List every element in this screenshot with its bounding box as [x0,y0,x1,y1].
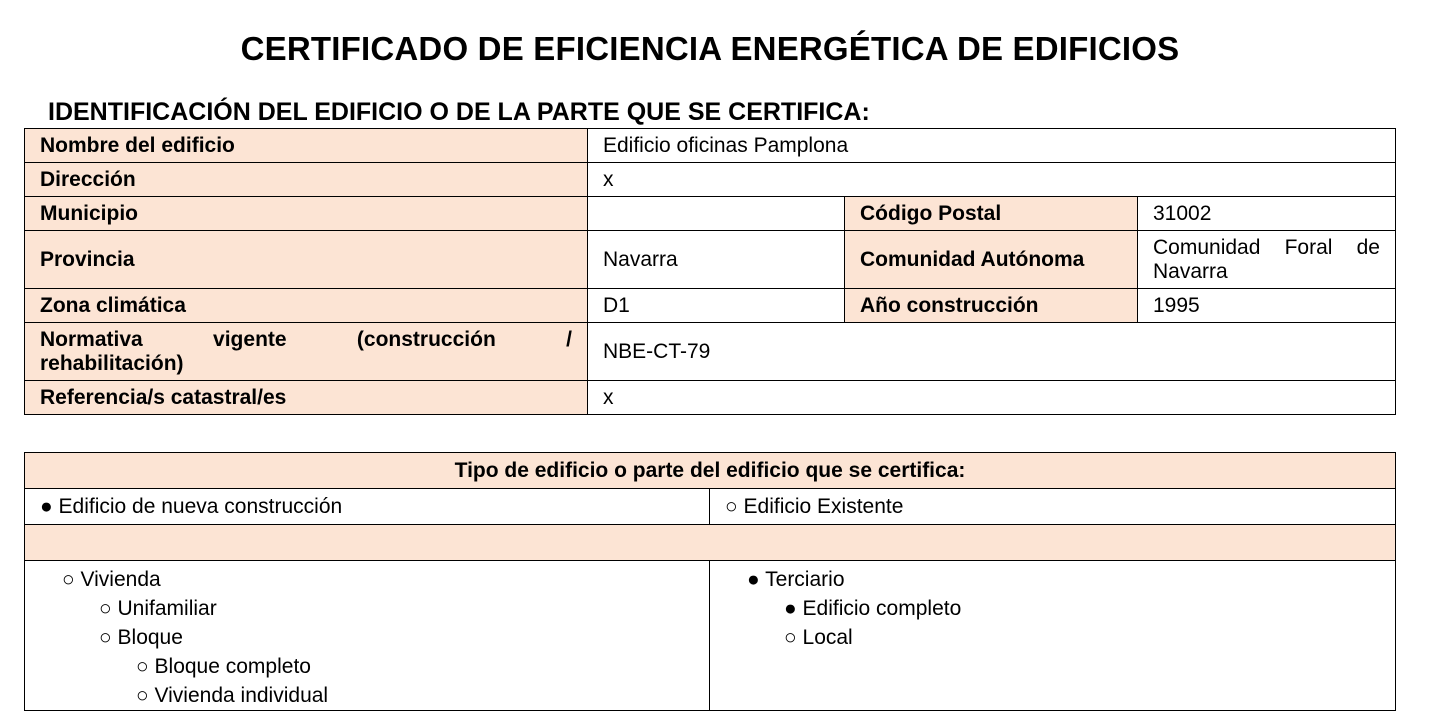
value-comunidad-autonoma [1138,231,1396,289]
label-nombre: Nombre del edificio [25,129,588,163]
identification-table [24,128,1396,415]
normativa-word: vigente [213,327,287,351]
label-provincia: Provincia [25,231,588,289]
label-zona-climatica: Zona climática [25,289,588,323]
value-municipio [588,197,845,231]
value-nombre: Edificio oficinas Pamplona [588,129,1396,163]
option-edificio-existente: ○ Edificio Existente [710,489,1396,525]
option-unifamiliar: ○ Unifamiliar [99,597,217,620]
label-direccion: Dirección [25,163,588,197]
normativa-word: / [566,327,572,351]
tertiary-options [710,561,1396,711]
page-title: CERTIFICADO DE EFICIENCIA ENERGÉTICA DE EDIFICIOS [240,30,1180,67]
section-heading-identificacion: IDENTIFICACIÓN DEL EDIFICIO O DE LA PARTE QUE SE CERTIFICA: [48,98,870,126]
label-codigo-postal: Código Postal [845,197,1138,231]
value-zona-climatica: D1 [588,289,845,323]
value-codigo-postal: 31002 [1138,197,1396,231]
value-referencia-catastral: x [588,381,1396,415]
value-normativa: NBE-CT-79 [588,323,1396,381]
normativa-word: Normativa [40,327,143,351]
normativa-word: (construcción [356,327,496,351]
option-bloque-completo: ○ Bloque completo [136,655,311,678]
separator-band [25,525,1396,561]
label-comunidad-autonoma: Comunidad Autónoma [845,231,1138,289]
value-direccion: x [588,163,1396,197]
option-local: ○ Local [784,626,853,649]
value-comunidad-line1: Comunidad Foral de [1153,235,1380,259]
option-nueva-construccion: ● Edificio de nueva construcción [25,489,710,525]
value-provincia: Navarra [588,231,845,289]
normativa-line2: rehabilitación) [40,351,184,375]
value-comunidad-line2: Navarra [1153,259,1228,283]
label-municipio: Municipio [25,197,588,231]
option-terciario: ● Terciario [747,568,845,591]
option-vivienda-individual: ○ Vivienda individual [136,684,329,707]
building-type-table [24,452,1396,711]
residential-options [25,561,710,711]
label-normativa [25,323,588,381]
option-bloque: ○ Bloque [99,626,183,649]
label-referencia-catastral: Referencia/s catastral/es [25,381,588,415]
normativa-line1 [40,328,572,352]
value-anio-construccion: 1995 [1138,289,1396,323]
tipo-heading: Tipo de edificio o parte del edificio que se certifica: [25,453,1396,489]
option-vivienda: ○ Vivienda [62,568,161,591]
label-anio-construccion: Año construcción [845,289,1138,323]
option-edificio-completo: ● Edificio completo [784,597,962,620]
